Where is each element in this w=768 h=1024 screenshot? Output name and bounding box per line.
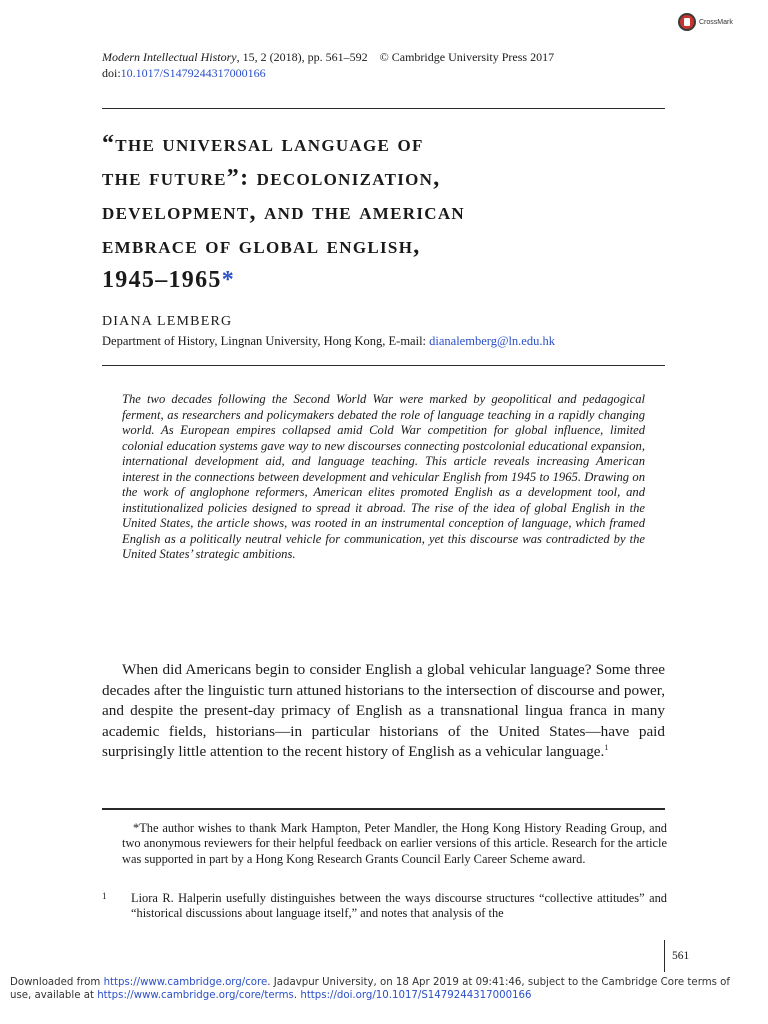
download-prefix: Downloaded from <box>10 977 104 988</box>
title-line: the future”: decolonization, <box>102 165 441 191</box>
title-years: 1945–1965 <box>102 267 222 293</box>
footnote-1: Liora R. Halperin usefully distinguishes between the ways discourse structures “collective attitudes” and “historical discussions about language itself,” and notes that analysis of the <box>131 891 667 921</box>
download-notice <box>10 976 750 1002</box>
title-footnote-link[interactable]: * <box>221 267 236 293</box>
doi-prefix: doi: <box>102 66 121 80</box>
copyright-notice: © Cambridge University Press 2017 <box>379 50 555 64</box>
abstract: The two decades following the Second World War were marked by geopolitical and pedagogical ferment, as researchers and policymakers debated the role of language teaching in a rapidly changing world. As European empires collapsed amid Cold War competition for global influence, limited colonial education systems gave way to new discourses connecting postcolonial educational expansion, international development aid, and language teaching. This article reveals increasing American interest in the connections between development and vehicular English from 1945 to 1965. Drawing on the work of anglophone reformers, American elites promoted English as a development tool, and institutionalized policies designed to spread it abroad. The rise of the idea of global English in the United States, the article shows, was rooted in an instrumental conception of language, which framed English as a politically neutral vehicle for communication, yet this discourse was contradicted by the United States’ strategic ambitions. <box>122 392 645 561</box>
core-terms-link[interactable]: https://www.cambridge.org/core/terms <box>97 990 294 1001</box>
header-divider <box>102 108 665 109</box>
author-affiliation <box>102 333 555 349</box>
page-number-rule <box>664 940 665 972</box>
crossmark-label: CrossMark <box>699 18 733 26</box>
doi-link[interactable]: 10.1017/S1479244317000166 <box>120 66 266 80</box>
page-number: 561 <box>672 950 690 962</box>
journal-name: Modern Intellectual History <box>102 50 237 64</box>
acknowledgement-footnote: *The author wishes to thank Mark Hampton, Peter Mandler, the Hong Kong History Reading Group, and two anonymous reviewers for their helpful feedback on earlier versions of this article. Research for the article was supported in part by a Hong Kong Research Grants Council Early Career Scheme award. <box>122 821 667 866</box>
citation-details: , 15, 2 (2018), pp. 561–592 <box>236 50 368 64</box>
crossmark-badge[interactable] <box>678 12 748 32</box>
download-doi-link[interactable]: https://doi.org/10.1017/S1479244317000166 <box>300 990 532 1001</box>
title-line: embrace of global english, <box>102 233 421 259</box>
author-name: DIANA LEMBERG <box>102 314 233 329</box>
title-line-last <box>102 263 667 297</box>
download-middle-text: . Jadavpur University, on 18 Apr 2019 at 09:41:46, subject to the Cambridge Core terms of use, available at <box>10 977 730 1001</box>
journal-citation <box>102 49 554 65</box>
crossmark-icon <box>678 13 696 31</box>
body-text <box>102 660 665 763</box>
footnote-divider <box>102 808 665 810</box>
body-paragraph <box>102 660 665 763</box>
footnote-1-marker: 1 <box>102 891 107 901</box>
cambridge-core-link[interactable]: https://www.cambridge.org/core <box>103 977 268 988</box>
footnote-ref-1[interactable]: 1 <box>604 742 609 752</box>
title-line: development, and the american <box>102 199 465 225</box>
download-separator: . <box>293 990 301 1001</box>
abstract-divider <box>102 365 665 366</box>
title-line: “the universal language of <box>102 131 424 157</box>
paragraph-text: When did Americans begin to consider English a global vehicular language? Some three decades after the linguistic turn attuned historians to the intersection of discourse and power, and despite the present-day primacy of English as a transnational lingua franca in many academic fields, historians—in particular historians of the United States—have paid surprisingly little attention to the recent history of English as a vehicular language. <box>102 661 665 760</box>
author-email-link[interactable]: dianalemberg@ln.edu.hk <box>429 334 555 348</box>
doi-line <box>102 65 266 81</box>
article-title <box>102 127 667 297</box>
affiliation-text: Department of History, Lingnan University, Hong Kong, E-mail: <box>102 334 430 348</box>
